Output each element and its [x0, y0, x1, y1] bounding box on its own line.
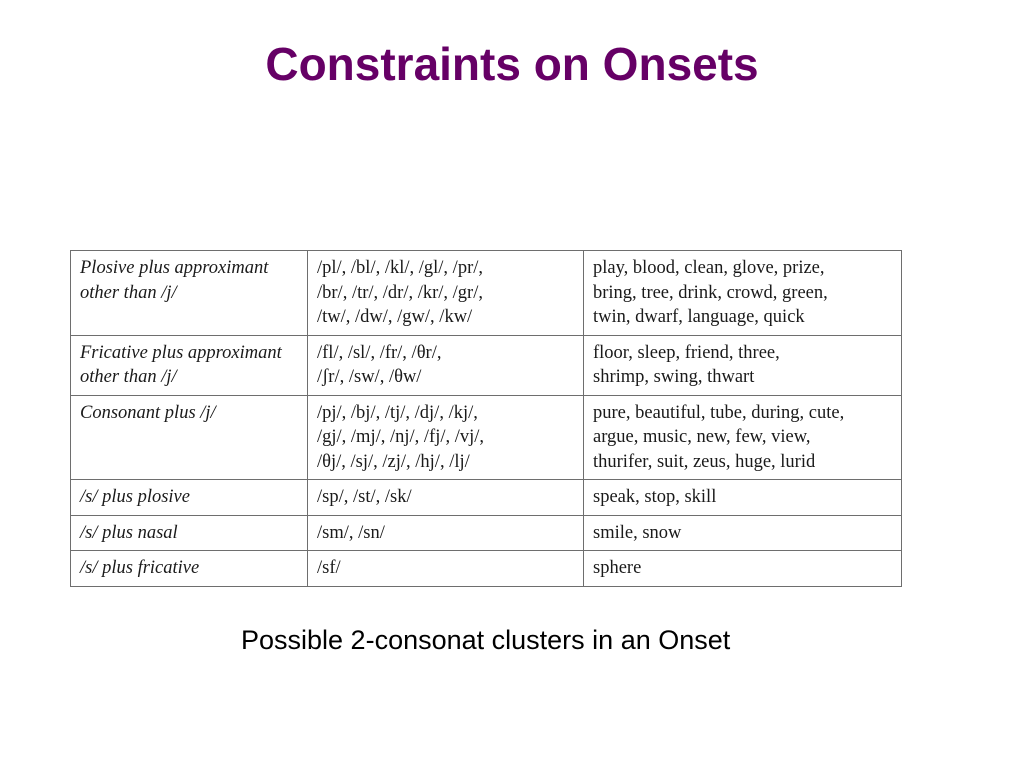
clusters-cell: /pj/, /bj/, /tj/, /dj/, /kj/, /gj/, /mj/, /nj/, /fj/, /vj/, /θj/, /sj/, /zj/, /hj/, /lj/ — [308, 395, 584, 480]
table-row — [71, 395, 902, 480]
clusters-cell: /sf/ — [308, 551, 584, 587]
table-row — [71, 551, 902, 587]
slide-caption: Possible 2-consonat clusters in an Onset — [241, 625, 731, 655]
category-cell — [71, 251, 308, 336]
onset-clusters-table — [70, 250, 902, 587]
category-cell — [71, 515, 308, 551]
slide-title: Constraints on Onsets — [265, 38, 759, 90]
clusters-cell: /sm/, /sn/ — [308, 515, 584, 551]
examples-cell: pure, beautiful, tube, during, cute, argue, music, new, few, view, thurifer, suit, zeus, huge, lurid — [584, 395, 902, 480]
table-row — [71, 515, 902, 551]
category-cell — [71, 480, 308, 516]
clusters-cell: /pl/, /bl/, /kl/, /gl/, /pr/, /br/, /tr/, /dr/, /kr/, /gr/, /tw/, /dw/, /gw/, /kw/ — [308, 251, 584, 336]
category-cell — [71, 335, 308, 395]
category-text: Plosive plus approximant other than /j/ — [80, 258, 269, 303]
table-row — [71, 480, 902, 516]
category-text: /s/ plus plosive — [80, 487, 190, 507]
table-row — [71, 251, 902, 336]
examples-cell: speak, stop, skill — [584, 480, 902, 516]
category-cell — [71, 395, 308, 480]
examples-cell: floor, sleep, friend, three, shrimp, swing, thwart — [584, 335, 902, 395]
clusters-cell: /fl/, /sl/, /fr/, /θr/, /ʃr/, /sw/, /θw/ — [308, 335, 584, 395]
clusters-cell: /sp/, /st/, /sk/ — [308, 480, 584, 516]
table-row — [71, 335, 902, 395]
category-text: Consonant plus /j/ — [80, 402, 216, 423]
category-text: /s/ plus nasal — [80, 522, 178, 543]
examples-cell: smile, snow — [584, 515, 902, 551]
examples-cell: play, blood, clean, glove, prize, bring, tree, drink, crowd, green, twin, dwarf, language, quick — [584, 251, 902, 336]
category-text: Fricative plus approximant other than /j/ — [80, 342, 282, 387]
category-text: /s/ plus fricative — [80, 558, 200, 578]
examples-cell: sphere — [584, 551, 902, 587]
category-cell — [71, 551, 308, 587]
